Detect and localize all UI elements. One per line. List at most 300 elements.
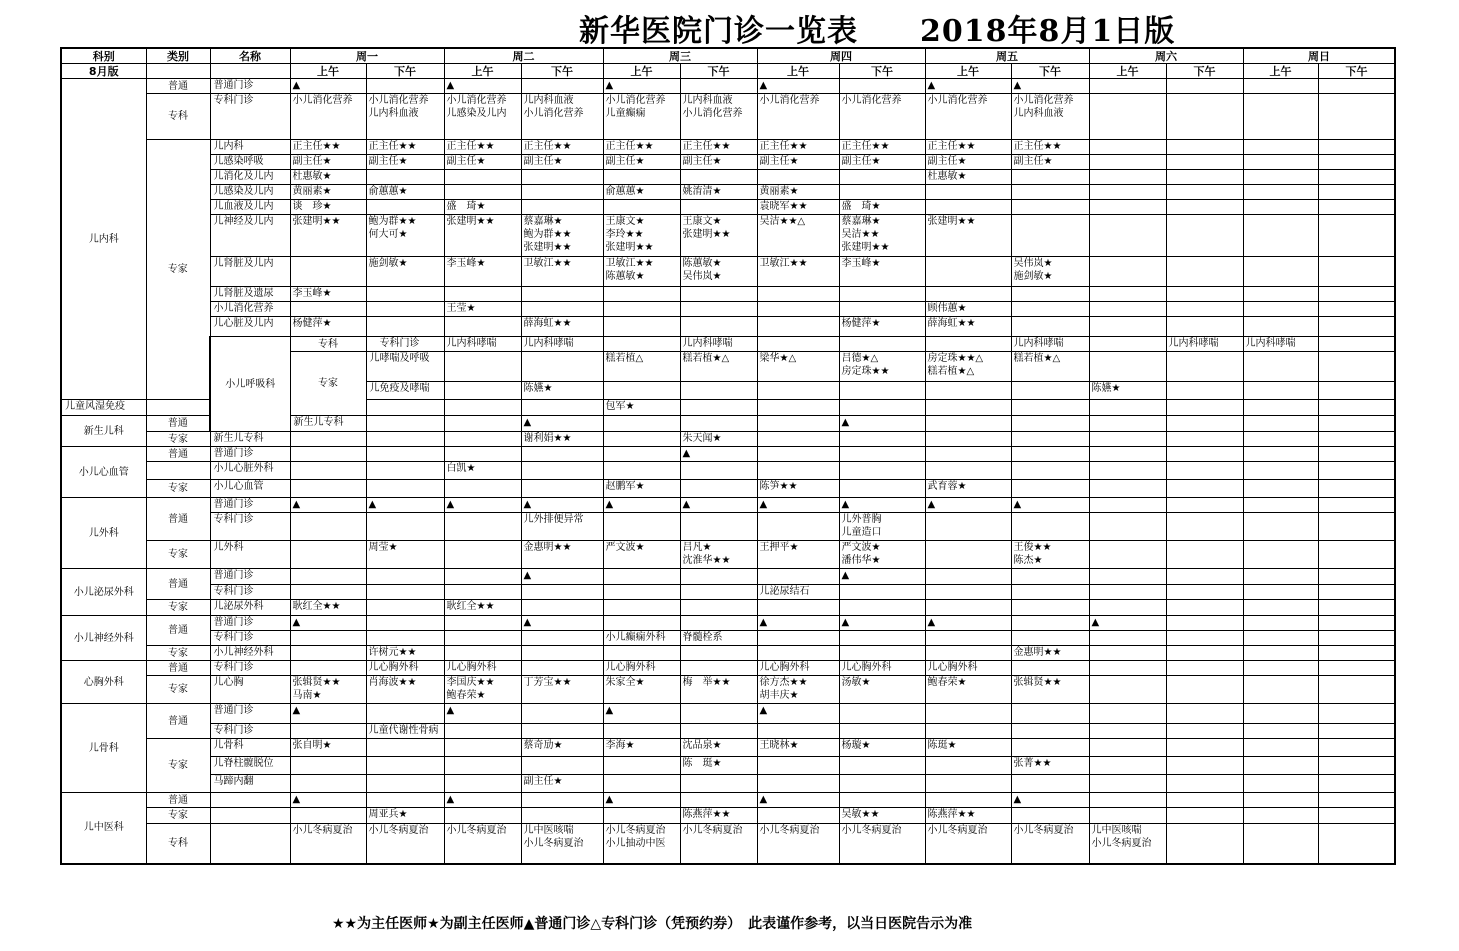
session-cell — [1243, 498, 1318, 513]
session-cell — [1166, 616, 1243, 631]
session-entry: 金惠明★★ — [523, 542, 572, 553]
session-cell — [366, 200, 444, 215]
session-cell — [521, 257, 603, 287]
department-cell: 新生儿科 — [61, 416, 146, 447]
session-cell — [1011, 724, 1089, 739]
session-cell — [1166, 824, 1243, 864]
session-cell — [1166, 200, 1243, 215]
session-entry: 李玉峰★ — [841, 258, 881, 269]
session-cell — [1166, 600, 1243, 616]
session-cell — [444, 616, 521, 631]
session-entry: ▲ — [292, 499, 301, 510]
session-cell — [444, 661, 521, 676]
category-cell: 普通 — [146, 79, 210, 94]
session-entry: 沈淮华★★ — [682, 555, 731, 566]
session-cell — [757, 661, 839, 676]
session-cell — [1243, 569, 1318, 585]
session-entry: 梅 举★★ — [682, 677, 731, 688]
session-cell — [925, 498, 1011, 513]
session-cell — [680, 287, 757, 302]
session-cell — [603, 724, 680, 739]
session-cell — [366, 600, 444, 616]
session-cell — [1318, 462, 1395, 480]
session-cell — [366, 739, 444, 757]
session-cell — [839, 646, 925, 661]
session-cell — [839, 302, 925, 317]
session-cell — [839, 317, 925, 337]
session-cell — [680, 513, 757, 541]
session-entry: 儿内科哮喘 — [1168, 338, 1219, 349]
header-pm: 下午 — [839, 64, 925, 79]
session-cell — [603, 352, 680, 382]
session-cell — [444, 498, 521, 513]
session-entry: 金惠明★★ — [1013, 647, 1062, 658]
session-cell — [366, 808, 444, 824]
session-cell — [680, 775, 757, 793]
session-cell — [1243, 317, 1318, 337]
session-cell — [1166, 337, 1243, 352]
session-cell — [757, 287, 839, 302]
schedule-row — [61, 569, 1395, 585]
session-cell — [1318, 317, 1395, 337]
session-entry: ▲ — [1013, 80, 1022, 91]
header-day-thu: 周四 — [757, 48, 925, 64]
schedule-row — [61, 616, 1395, 631]
session-cell — [1011, 498, 1089, 513]
session-cell — [521, 616, 603, 631]
session-entry: 陈燕萍★★ — [927, 809, 976, 820]
session-cell — [680, 382, 757, 400]
session-cell — [1166, 400, 1243, 416]
session-cell — [366, 541, 444, 569]
session-cell — [1089, 432, 1166, 447]
clinic-name-cell: 儿内科 — [210, 140, 290, 155]
clinic-name-cell: 儿肾脏及儿内 — [210, 257, 290, 287]
clinic-name-cell: 专科门诊 — [210, 94, 290, 140]
session-entry: 正主任★★ — [682, 141, 731, 152]
header-day-sat: 周六 — [1089, 48, 1243, 64]
header-blank — [146, 64, 210, 79]
session-cell — [1318, 400, 1395, 416]
category-cell — [146, 462, 210, 480]
session-entry: 陈嬿★ — [1091, 383, 1121, 394]
session-cell — [603, 704, 680, 724]
session-cell — [1089, 646, 1166, 661]
session-entry: ▲ — [368, 499, 377, 510]
session-cell — [521, 739, 603, 757]
session-cell — [925, 600, 1011, 616]
session-cell — [1166, 808, 1243, 824]
schedule-row — [61, 808, 1395, 824]
department-cell: 小儿呼吸科 — [210, 337, 290, 432]
session-entry: ▲ — [605, 80, 614, 91]
session-cell — [444, 215, 521, 257]
session-cell — [290, 616, 366, 631]
schedule-row — [61, 79, 1395, 94]
schedule-row — [61, 757, 1395, 775]
session-cell — [757, 704, 839, 724]
session-cell — [1166, 79, 1243, 94]
session-cell — [603, 793, 680, 808]
session-cell — [757, 646, 839, 661]
session-cell — [680, 462, 757, 480]
session-entry: 正主任★★ — [523, 141, 572, 152]
session-cell — [1243, 352, 1318, 382]
category-cell: 普通 — [146, 498, 210, 541]
session-entry: ▲ — [759, 794, 768, 805]
session-cell — [521, 498, 603, 513]
session-entry: 薛海虹★★ — [523, 318, 572, 329]
session-cell — [290, 739, 366, 757]
session-entry: 黄丽素★ — [759, 186, 799, 197]
session-entry: 儿心胸外科 — [927, 662, 978, 673]
session-cell — [757, 462, 839, 480]
session-cell — [521, 824, 603, 864]
session-cell — [290, 585, 366, 600]
session-cell — [1166, 140, 1243, 155]
session-cell — [1011, 185, 1089, 200]
schedule-table — [60, 47, 1396, 865]
session-cell — [1243, 793, 1318, 808]
session-cell — [1011, 257, 1089, 287]
session-cell — [521, 416, 603, 432]
session-cell — [1089, 569, 1166, 585]
session-entry: 小儿癫痫外科 — [605, 632, 666, 643]
session-entry: 副主任★ — [446, 156, 486, 167]
title-text: 新华医院门诊一览表 — [579, 14, 858, 49]
header-pm: 下午 — [366, 64, 444, 79]
session-cell — [290, 724, 366, 739]
session-cell — [521, 200, 603, 215]
session-cell — [925, 462, 1011, 480]
session-cell — [680, 400, 757, 416]
session-cell — [1318, 541, 1395, 569]
session-cell — [1318, 739, 1395, 757]
session-entry: 黄丽素★ — [292, 186, 332, 197]
session-entry: 吕凡★ — [682, 542, 712, 553]
session-cell — [1089, 498, 1166, 513]
session-cell — [1011, 352, 1089, 382]
session-cell — [521, 569, 603, 585]
session-cell — [757, 775, 839, 793]
session-entry: 张辑贤★★ — [292, 677, 341, 688]
legend-footer: ★★为主任医师★为副主任医师▲普通门诊△专科门诊（凭预约券） 此表谨作参考，以当日医院告示为准 — [332, 916, 973, 932]
session-cell — [1318, 447, 1395, 462]
session-entry: ▲ — [682, 448, 691, 459]
session-entry: ▲ — [523, 617, 532, 628]
session-cell — [603, 382, 680, 400]
session-entry: 王莹★ — [446, 303, 476, 314]
session-cell — [603, 94, 680, 140]
session-entry: ▲ — [446, 705, 455, 716]
clinic-name-cell: 儿哮喘及呼吸 — [366, 352, 444, 382]
session-cell — [444, 200, 521, 215]
session-cell — [1318, 661, 1395, 676]
session-cell — [290, 757, 366, 775]
session-cell — [1243, 215, 1318, 257]
session-entry: 陈 珽★ — [682, 758, 722, 769]
session-cell — [1318, 416, 1395, 432]
session-entry: 何大可★ — [368, 229, 408, 240]
schedule-row — [61, 775, 1395, 793]
session-cell — [839, 631, 925, 646]
session-entry: 糕若植★△ — [682, 353, 730, 364]
session-cell — [444, 585, 521, 600]
schedule-row — [61, 480, 1395, 498]
session-cell — [1243, 646, 1318, 661]
session-cell — [366, 585, 444, 600]
session-cell — [680, 585, 757, 600]
session-entry: ▲ — [292, 794, 301, 805]
header-am: 上午 — [925, 64, 1011, 79]
session-cell — [757, 432, 839, 447]
session-cell — [925, 808, 1011, 824]
header-day-fri: 周五 — [925, 48, 1089, 64]
session-entry: 儿童造口 — [841, 527, 882, 538]
session-cell — [1166, 631, 1243, 646]
session-cell — [757, 352, 839, 382]
session-cell — [1089, 416, 1166, 432]
header-day-tue: 周二 — [444, 48, 603, 64]
session-cell — [521, 317, 603, 337]
session-entry: 正主任★★ — [368, 141, 417, 152]
session-entry: 副主任★ — [292, 156, 332, 167]
session-entry: 鲍为群★★ — [368, 216, 417, 227]
session-cell — [290, 541, 366, 569]
session-entry: ▲ — [1013, 499, 1022, 510]
session-cell — [1318, 775, 1395, 793]
session-cell — [290, 302, 366, 317]
header-pm: 下午 — [521, 64, 603, 79]
session-cell — [444, 185, 521, 200]
session-cell — [757, 337, 839, 352]
schedule-row — [61, 287, 1395, 302]
department-cell: 儿外科 — [61, 498, 146, 569]
session-cell — [521, 724, 603, 739]
session-entry: 儿内科哮喘 — [682, 338, 733, 349]
session-entry: 小儿消化营养 — [605, 95, 666, 106]
session-entry: 陈杰★ — [1013, 555, 1043, 566]
session-cell — [603, 155, 680, 170]
session-cell — [1166, 170, 1243, 185]
session-cell — [444, 757, 521, 775]
session-cell — [925, 302, 1011, 317]
session-cell — [925, 585, 1011, 600]
session-cell — [521, 631, 603, 646]
session-cell — [925, 215, 1011, 257]
session-cell — [1243, 724, 1318, 739]
session-cell — [1011, 676, 1089, 704]
session-cell — [757, 676, 839, 704]
schedule-row — [61, 140, 1395, 155]
session-entry: ▲ — [759, 617, 768, 628]
session-entry: 李玉峰★ — [292, 288, 332, 299]
session-cell — [1011, 94, 1089, 140]
session-cell — [1318, 616, 1395, 631]
session-entry: ▲ — [292, 80, 301, 91]
session-cell — [1243, 757, 1318, 775]
session-cell — [1243, 79, 1318, 94]
session-cell — [925, 569, 1011, 585]
session-cell — [1318, 185, 1395, 200]
header-am: 上午 — [444, 64, 521, 79]
session-cell — [925, 739, 1011, 757]
session-cell — [1243, 513, 1318, 541]
schedule-row — [61, 676, 1395, 704]
session-entry: 副主任★ — [682, 156, 722, 167]
schedule-row — [61, 337, 1395, 352]
session-cell — [1243, 94, 1318, 140]
session-cell — [839, 676, 925, 704]
session-cell — [290, 257, 366, 287]
session-cell — [290, 140, 366, 155]
session-cell — [757, 400, 839, 416]
category-cell: 专家 — [146, 739, 210, 793]
session-cell — [1166, 352, 1243, 382]
session-cell — [757, 498, 839, 513]
session-entry: 徐方杰★★ — [759, 677, 808, 688]
schedule-row — [61, 498, 1395, 513]
session-entry: 儿外排便异常 — [523, 514, 584, 525]
session-cell — [603, 676, 680, 704]
clinic-name-cell — [210, 808, 290, 824]
session-entry: 糕若植△ — [605, 353, 644, 364]
session-cell — [839, 447, 925, 462]
session-entry: ▲ — [605, 705, 614, 716]
session-entry: 盛 琦★ — [841, 201, 881, 212]
session-entry: 张建明★★ — [605, 242, 654, 253]
session-cell — [757, 569, 839, 585]
session-cell — [366, 94, 444, 140]
session-cell — [839, 739, 925, 757]
session-cell — [757, 793, 839, 808]
schedule-row — [61, 462, 1395, 480]
session-cell — [603, 661, 680, 676]
session-entry: 李海★ — [605, 740, 635, 751]
session-cell — [290, 646, 366, 661]
session-entry: 小儿消化营养 — [927, 95, 988, 106]
session-entry: 小儿冬病夏治 — [682, 825, 743, 836]
session-cell — [603, 498, 680, 513]
session-cell — [1166, 724, 1243, 739]
session-cell — [680, 646, 757, 661]
session-cell — [521, 382, 603, 400]
session-entry: 朱天闻★ — [682, 433, 722, 444]
schedule-row — [61, 200, 1395, 215]
session-cell — [1243, 775, 1318, 793]
session-entry: 小儿冬病夏治 — [841, 825, 902, 836]
session-cell — [839, 661, 925, 676]
session-cell — [1011, 600, 1089, 616]
session-entry: ▲ — [446, 794, 455, 805]
session-cell — [1166, 94, 1243, 140]
session-cell — [366, 302, 444, 317]
category-cell: 专科 — [146, 94, 210, 140]
session-cell — [1089, 140, 1166, 155]
session-cell — [603, 185, 680, 200]
session-cell — [680, 724, 757, 739]
session-cell — [603, 480, 680, 498]
header-pm: 下午 — [1011, 64, 1089, 79]
session-cell — [1011, 79, 1089, 94]
session-cell — [1089, 704, 1166, 724]
session-cell — [444, 382, 521, 400]
session-cell — [925, 447, 1011, 462]
session-cell — [603, 200, 680, 215]
session-cell — [680, 447, 757, 462]
session-cell — [1089, 757, 1166, 775]
session-entry: ▲ — [841, 617, 850, 628]
category-cell: 普通 — [146, 616, 210, 646]
session-entry: 张辑贤★★ — [1013, 677, 1062, 688]
session-cell — [1011, 631, 1089, 646]
session-cell — [1243, 462, 1318, 480]
session-cell — [839, 170, 925, 185]
session-cell — [366, 215, 444, 257]
session-cell — [603, 824, 680, 864]
session-cell — [680, 185, 757, 200]
session-entry: 沈品泉★ — [682, 740, 722, 751]
session-cell — [925, 793, 1011, 808]
session-entry: 张建明★★ — [841, 242, 890, 253]
category-cell: 专家 — [146, 646, 210, 661]
session-entry: 鲍春荣★ — [446, 690, 486, 701]
session-cell — [521, 94, 603, 140]
session-cell — [290, 170, 366, 185]
session-cell — [1011, 704, 1089, 724]
session-cell — [444, 94, 521, 140]
session-cell — [444, 631, 521, 646]
category-cell: 专科 — [290, 337, 366, 352]
session-cell — [925, 337, 1011, 352]
session-entry: 李玉峰★ — [446, 258, 486, 269]
session-cell — [1166, 447, 1243, 462]
session-cell — [839, 200, 925, 215]
clinic-name-cell: 普通门诊 — [210, 704, 290, 724]
session-entry: 张建明★★ — [292, 216, 341, 227]
department-cell: 小儿心血管 — [61, 447, 146, 498]
session-entry: 儿内科哮喘 — [523, 338, 574, 349]
session-entry: ▲ — [605, 499, 614, 510]
session-cell — [839, 585, 925, 600]
session-entry: 小儿冬病夏治 — [605, 825, 666, 836]
session-cell — [680, 416, 757, 432]
session-cell — [1166, 646, 1243, 661]
session-cell — [366, 155, 444, 170]
session-cell — [521, 676, 603, 704]
session-cell — [444, 480, 521, 498]
session-cell — [603, 462, 680, 480]
session-entry: 儿内科血液 — [682, 95, 733, 106]
session-cell — [1318, 200, 1395, 215]
session-cell — [521, 302, 603, 317]
session-cell — [680, 94, 757, 140]
session-entry: 房定珠★★ — [841, 366, 890, 377]
session-entry: 小儿消化营养 — [523, 108, 584, 119]
header-blank — [210, 64, 290, 79]
session-cell — [680, 616, 757, 631]
session-cell — [1011, 170, 1089, 185]
header-am: 上午 — [757, 64, 839, 79]
session-cell — [366, 257, 444, 287]
session-cell — [521, 400, 603, 416]
session-cell — [839, 400, 925, 416]
session-entry: ▲ — [841, 499, 850, 510]
session-cell — [366, 400, 444, 416]
session-cell — [1089, 585, 1166, 600]
session-cell — [366, 616, 444, 631]
session-cell — [603, 416, 680, 432]
